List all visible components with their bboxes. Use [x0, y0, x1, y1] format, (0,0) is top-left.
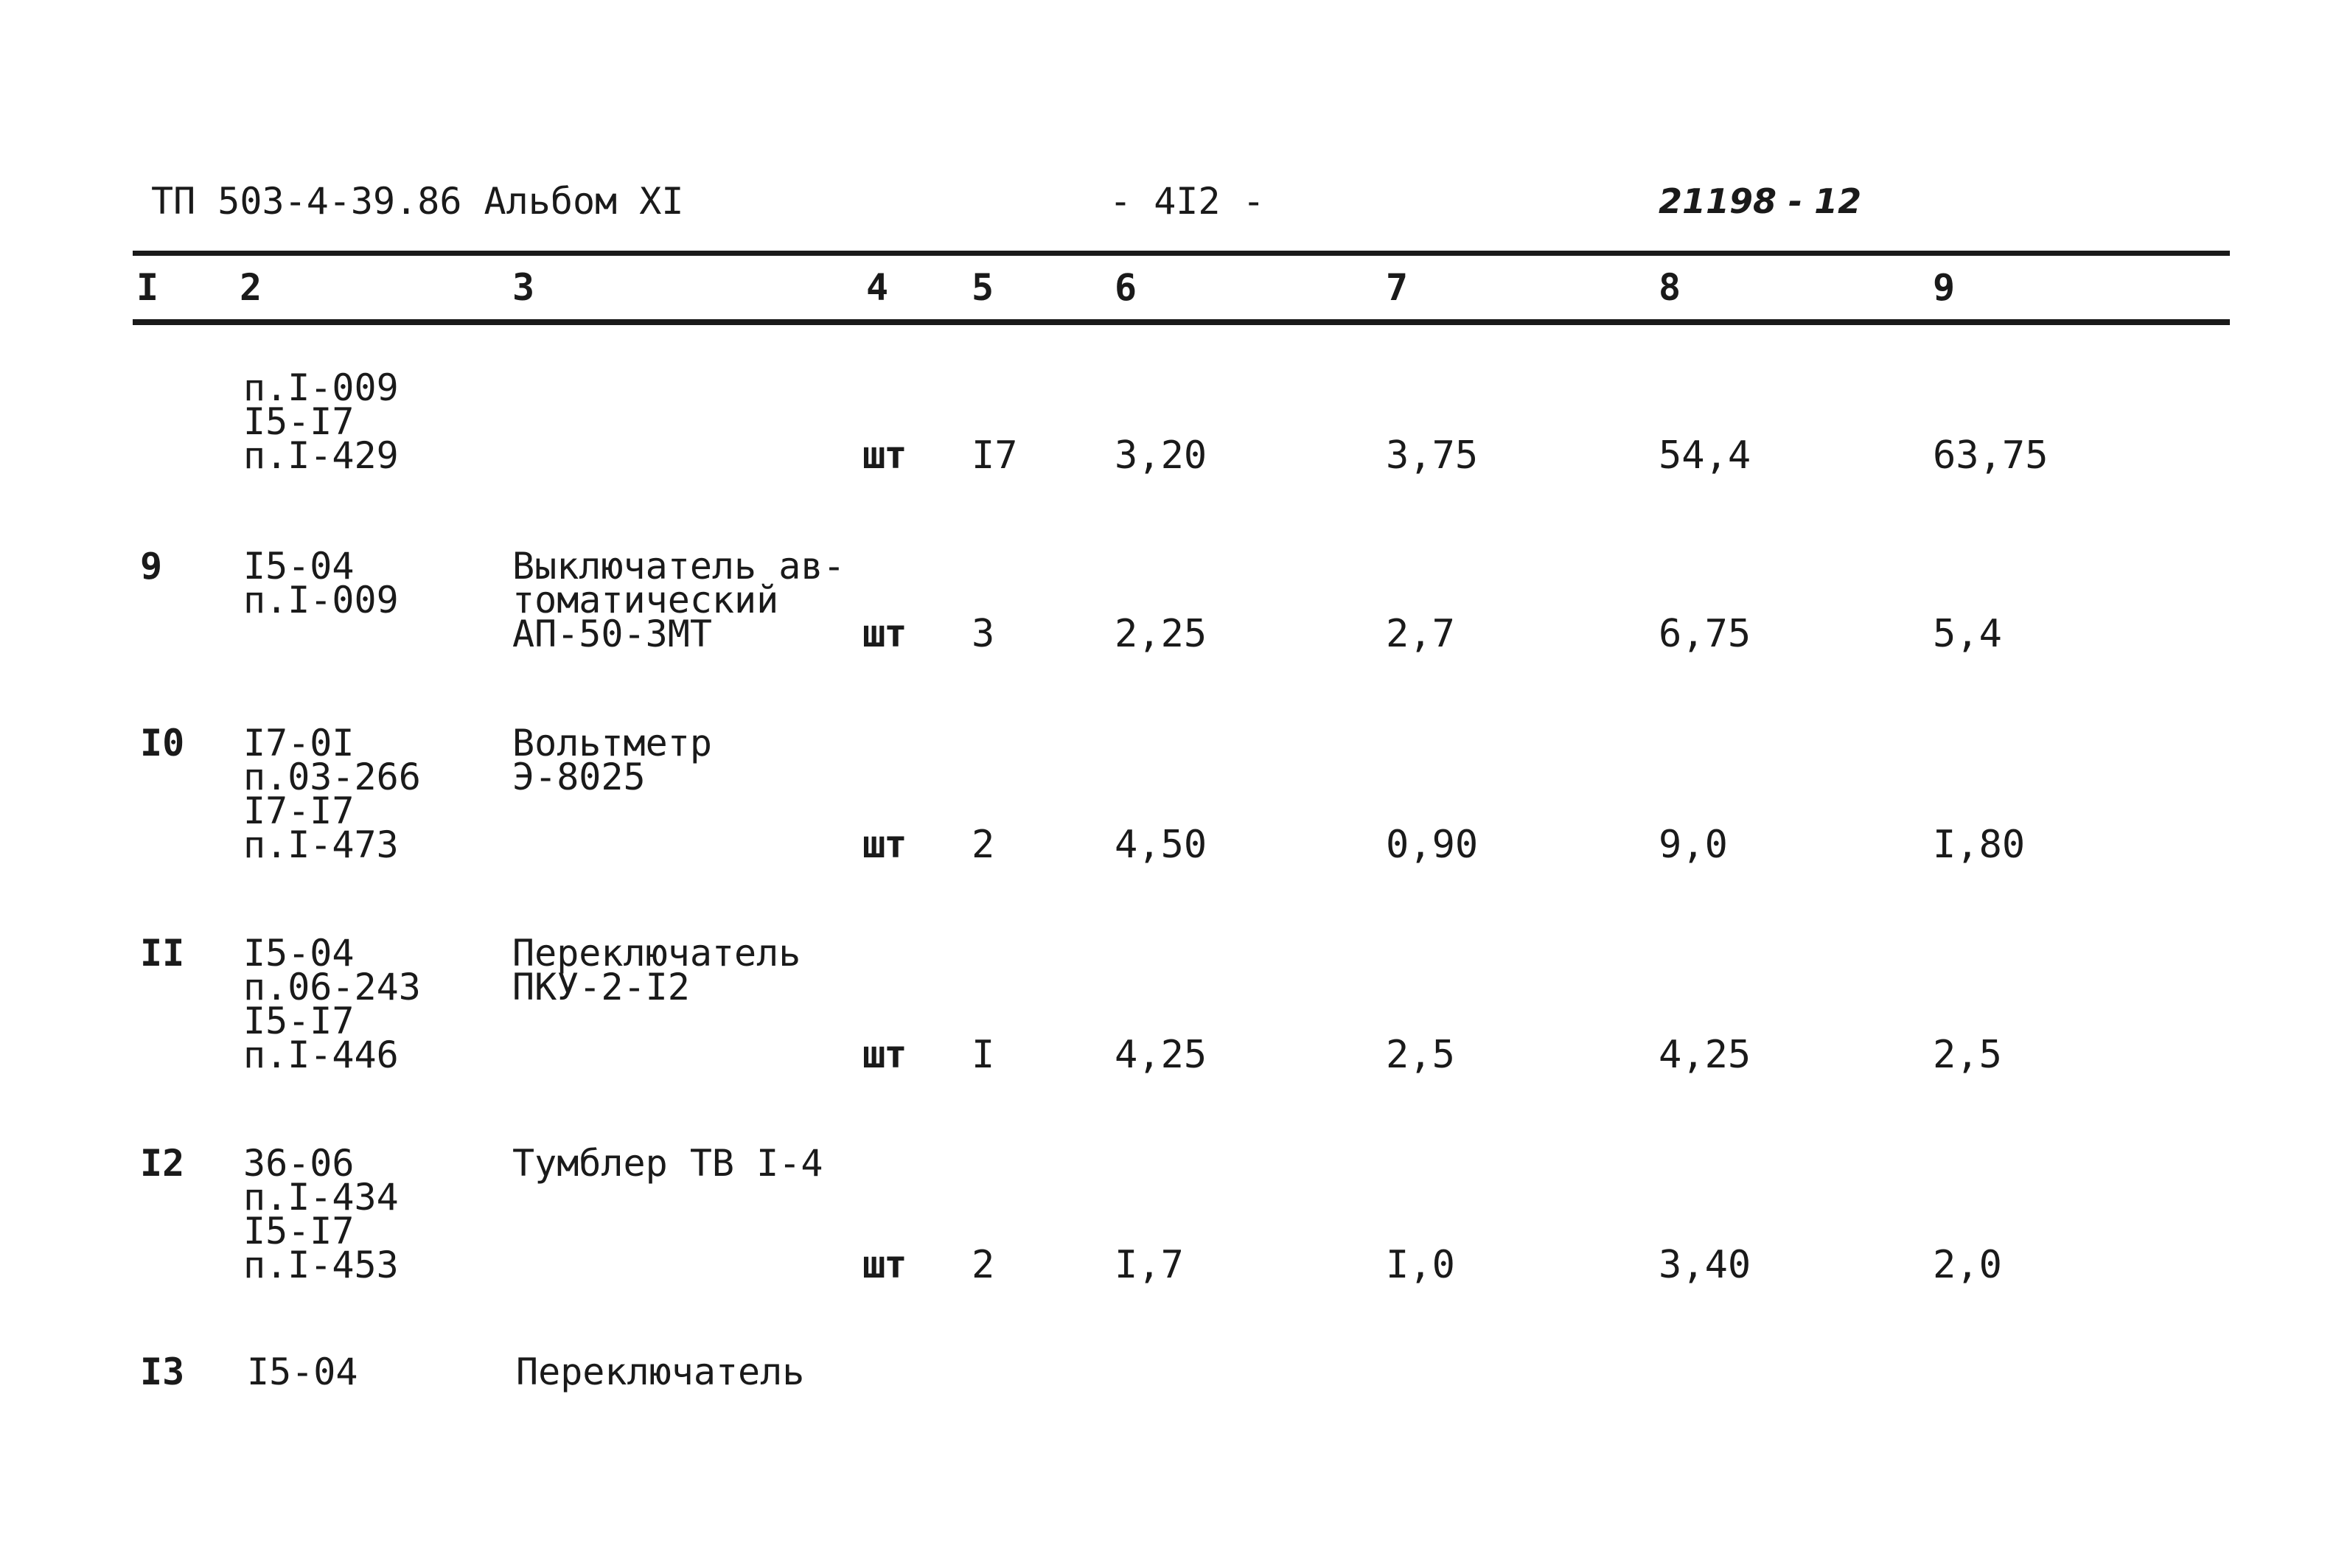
row-col8: 54,4 — [1659, 433, 1751, 478]
table-row — [0, 366, 2350, 489]
row-col7: 2,7 — [1386, 612, 1455, 656]
row-col8: 3,40 — [1659, 1243, 1751, 1287]
row-col6: 3,20 — [1115, 433, 1207, 478]
row-number: 9 — [140, 545, 163, 588]
row-quantity: I — [972, 1033, 995, 1077]
row-codes: п.I-009 I5-I7 п.I-429 — [243, 366, 399, 477]
row-col9: I,80 — [1933, 823, 2026, 867]
column-header-1: I — [136, 266, 159, 309]
row-quantity: 2 — [972, 823, 995, 867]
row-col6: 2,25 — [1115, 612, 1207, 656]
column-header-5: 5 — [972, 266, 994, 309]
table-row — [0, 545, 2350, 667]
row-col7: 2,5 — [1386, 1033, 1455, 1077]
row-codes: 36-06 п.I-434 I5-I7 п.I-453 — [243, 1142, 399, 1286]
row-col6: 4,25 — [1115, 1033, 1207, 1077]
row-quantity: 2 — [972, 1243, 995, 1287]
row-item-name: Переключатель — [516, 1351, 805, 1393]
table-top-rule — [133, 251, 2230, 256]
row-quantity: 3 — [972, 612, 995, 656]
document-title: ТП 503-4-39.86 Альбом XI — [151, 180, 684, 223]
page-header — [0, 175, 2350, 227]
row-number: I2 — [140, 1142, 185, 1185]
row-unit: шт — [862, 1243, 906, 1287]
row-item-name: Вольтметр Э-8025 — [512, 722, 712, 798]
row-col8: 9,0 — [1659, 823, 1728, 867]
row-unit: шт — [862, 1033, 906, 1077]
document-number: 21198 - 12 — [1659, 181, 1862, 221]
row-codes: I5-04 — [247, 1351, 358, 1393]
row-unit: шт — [862, 612, 906, 656]
page-number: - 4I2 - — [1109, 180, 1265, 223]
table-row — [0, 1142, 2350, 1294]
row-item-name: Выключатель ав- томатический АП-50-3МТ — [512, 545, 845, 655]
column-header-4: 4 — [866, 266, 889, 309]
row-col7: 3,75 — [1386, 433, 1479, 478]
row-col9: 2,5 — [1933, 1033, 2002, 1077]
row-col8: 4,25 — [1659, 1033, 1751, 1077]
row-quantity: I7 — [972, 433, 1018, 478]
row-col8: 6,75 — [1659, 612, 1751, 656]
column-headers — [0, 258, 2350, 317]
table-row — [0, 932, 2350, 1084]
row-col7: 0,90 — [1386, 823, 1479, 867]
row-item-name: Тумблер ТВ I-4 — [512, 1142, 823, 1185]
row-col9: 63,75 — [1933, 433, 2049, 478]
column-header-9: 9 — [1933, 266, 1956, 309]
column-header-8: 8 — [1659, 266, 1681, 309]
table-row — [0, 722, 2350, 874]
row-col7: I,0 — [1386, 1243, 1455, 1287]
row-col6: 4,50 — [1115, 823, 1207, 867]
table-row — [0, 1351, 2350, 1399]
column-header-2: 2 — [240, 266, 262, 309]
row-codes: I5-04 п.I-009 — [243, 545, 399, 621]
row-unit: шт — [862, 823, 906, 867]
row-col6: I,7 — [1115, 1243, 1184, 1287]
column-header-6: 6 — [1115, 266, 1137, 309]
row-codes: I7-0I п.03-266 I7-I7 п.I-473 — [243, 722, 421, 866]
column-header-7: 7 — [1386, 266, 1409, 309]
row-col9: 5,4 — [1933, 612, 2002, 656]
row-col9: 2,0 — [1933, 1243, 2002, 1287]
row-item-name: Переключатель ПКУ-2-I2 — [512, 932, 801, 1008]
row-unit: шт — [862, 433, 906, 478]
table-header-rule — [133, 319, 2230, 325]
row-number: II — [140, 932, 185, 975]
row-number: I0 — [140, 722, 185, 764]
row-codes: I5-04 п.06-243 I5-I7 п.I-446 — [243, 932, 421, 1076]
row-number: I3 — [140, 1351, 185, 1393]
column-header-3: 3 — [512, 266, 535, 309]
